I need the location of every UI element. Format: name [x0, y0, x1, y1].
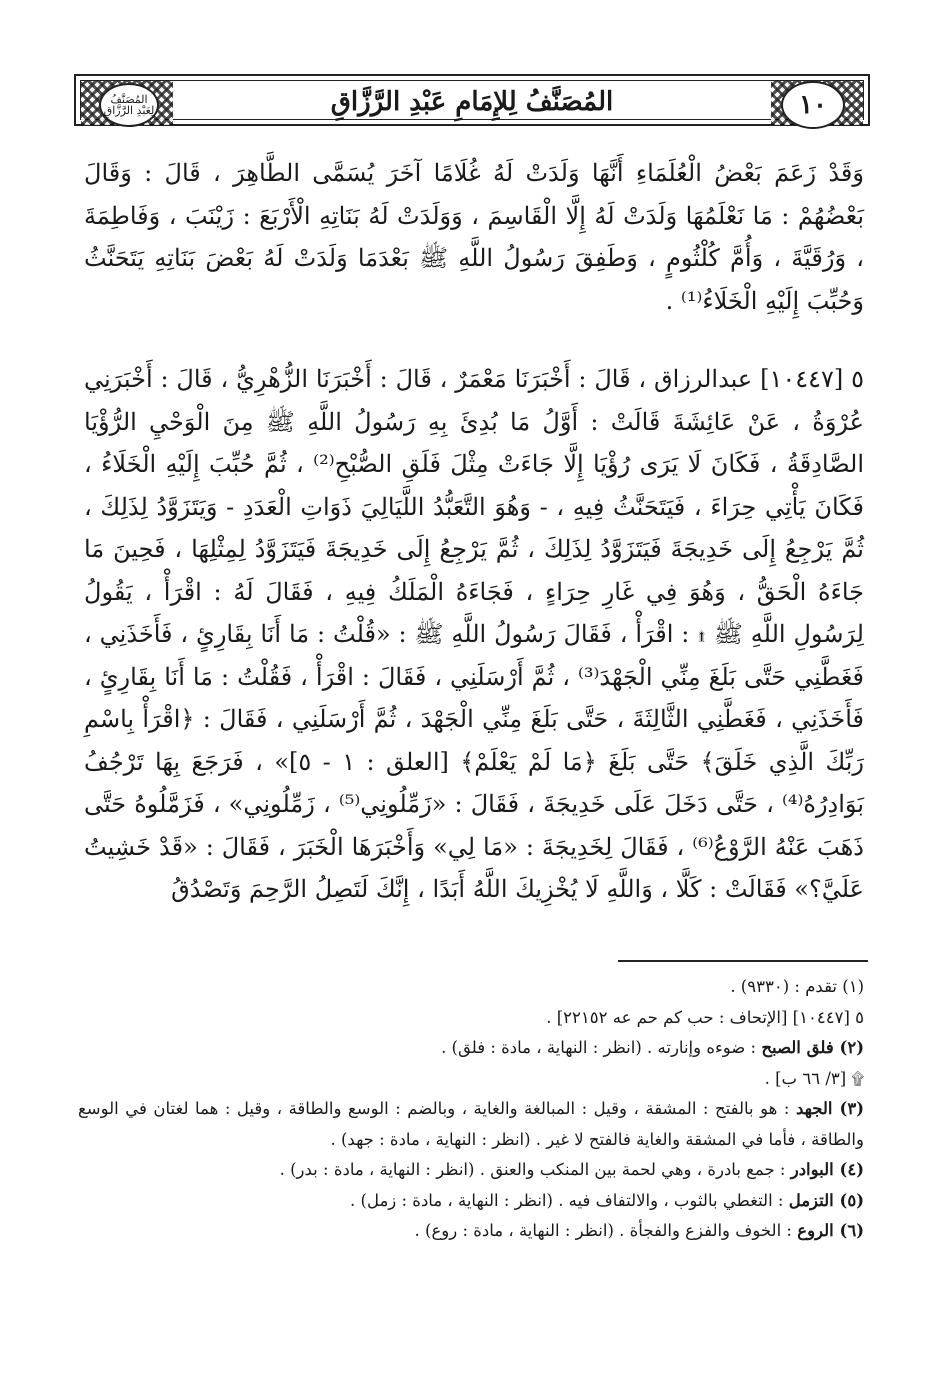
- footnote-label: (٥) التزمل: [788, 1190, 864, 1210]
- footnote-ref-10447: [78, 1003, 864, 1034]
- footnote-label: (٤) البوادر: [790, 1160, 864, 1179]
- footnote-4: [78, 1155, 864, 1186]
- footnote-label: (٦) الروع: [797, 1221, 864, 1240]
- book-emblem: المُصَنَّفُ لِعَبْدِ الرَّزَّاقِ: [99, 83, 159, 127]
- footnote-3: [78, 1094, 864, 1155]
- footnote-text: ۩ [٣/ ٦٦ ب] .: [764, 1068, 864, 1088]
- page-number: ١٠: [781, 81, 845, 129]
- footnote-text: (١) تقدم : (٩٣٣٠) .: [730, 977, 864, 996]
- footnote-text: ٥ [١٠٤٤٧] [الإتحاف : حب كم حم عه ٢٢١٥٢] .: [546, 1007, 864, 1027]
- footnote-6: [78, 1216, 864, 1247]
- running-title: المُصَنَّفُ لِلإِمَامِ عَبْدِ الرَّزَّاقِ: [330, 87, 614, 117]
- footnote-2: [78, 1033, 864, 1064]
- paragraph-1: وَقَدْ زَعَمَ بَعْضُ الْعُلَمَاءِ أَنَّهَا وَلَدَتْ لَهُ غُلَامًا آخَرَ يُسَمَّى الطَّاهِرَ ، قَالَ : وَقَالَ بَعْضُهُمْ : مَا نَعْلَمُهَا وَلَدَتْ لَهُ إِلَّا الْقَاسِمَ ، وَوَلَدَتْ لَهُ بَنَاتِهِ الْأَرْبَعَ : زَيْنَبَ ، وَفَاطِمَةَ ، وَرُقَيَّةَ ، وَأُمَّ كُلْثُومٍ ، وَطَفِقَ رَسُولُ اللَّهِ ﷺ بَعْدَمَا وَلَدَتْ لَهُ بَعْضَ بَنَاتِهِ يَتَحَنَّثُ وَحُبِّبَ إِلَيْهِ الْخَلَاءُ⁽¹⁾ .: [84, 159, 864, 315]
- footnote-manuscript-ref: [78, 1064, 864, 1095]
- footnote-1: [78, 972, 864, 1003]
- footnote-label: (٢) فلق الصبح: [761, 1038, 864, 1057]
- footnote-5: [78, 1186, 864, 1217]
- page-header: [74, 66, 870, 134]
- header-inner-border: [80, 80, 864, 120]
- header-frame: [74, 74, 870, 126]
- footnote-text: : هو بالفتح : المشقة ، وقيل : المبالغة والغاية ، وبالضم : الوسع والطاقة ، وقيل : هما لغتان في الوسع والطاقة ، فأما في المشقة والغاية فالفتح لا غير . (انظر : النهاية ، مادة : جهد) .: [78, 1099, 864, 1149]
- hadith-10447: ٥ [١٠٤٤٧] عبدالرزاق ، قَالَ : أَخْبَرَنَا مَعْمَرٌ ، قَالَ : أَخْبَرَنَا الزُّهْرِيُّ ، قَالَ : أَخْبَرَنِي عُرْوَةُ ، عَنْ عَائِشَةَ قَالَتْ : أَوَّلُ مَا بُدِئَ بِهِ رَسُولُ اللَّهِ ﷺ مِنَ الْوَحْيِ الرُّؤْيَا الصَّادِقَةُ ، فَكَانَ لَا يَرَى رُؤْيَا إِلَّا جَاءَتْ مِثْلَ فَلَقِ الصُّبْحِ⁽²⁾ ، ثُمَّ حُبِّبَ إِلَيْهِ الْخَلَاءُ ، فَكَانَ يَأْتِي حِرَاءَ ، فَيَتَحَنَّثُ فِيهِ ، - وَهُوَ التَّعَبُّدُ اللَّيَالِيَ ذَوَاتِ الْعَدَدِ - وَيَتَزَوَّدُ لِذَلِكَ ، ثُمَّ يَرْجِعُ إِلَى خَدِيجَةَ فَيَتَزَوَّدُ لِذَلِكَ ، ثُمَّ يَرْجِعُ إِلَى خَدِيجَةَ فَيَتَزَوَّدُ لِمِثْلِهَا ، فَحِينَ مَا جَاءَهُ الْحَقُّ ، وَهُوَ فِي غَارِ حِرَاءٍ ، فَجَاءَهُ الْمَلَكُ فِيهِ ، فَقَالَ لَهُ : اقْرَأْ ، يَقُولُ لِرَسُولِ اللَّهِ ﷺ ۩ : اقْرَأْ ، فَقَالَ رَسُولُ اللَّهِ ﷺ : «قُلْتُ : مَا أَنَا بِقَارِئٍ ، فَأَخَذَنِي ، فَغَطَّنِي حَتَّى بَلَغَ مِنِّي الْجَهْدَ⁽³⁾ ، ثُمَّ أَرْسَلَنِي ، فَقَالَ : اقْرَأْ ، فَقُلْتُ : مَا أَنَا بِقَارِئٍ ، فَأَخَذَنِي ، فَغَطَّنِي الثَّالِثَةَ ، حَتَّى بَلَغَ مِنِّي الْجَهْدَ ، ثُمَّ أَرْسَلَنِي ، فَقَالَ : ﴿اقْرَأْ بِاسْمِ رَبِّكَ الَّذِي خَلَقَ﴾ حَتَّى بَلَغَ ﴿مَا لَمْ يَعْلَمْ﴾ [العلق : ١ - ٥]» ، فَرَجَعَ بِهَا تَرْجُفُ بَوَادِرُهُ⁽⁴⁾ ، حَتَّى دَخَلَ عَلَى خَدِيجَةَ ، فَقَالَ : «زَمِّلُونِي⁽⁵⁾ ، زَمِّلُونِي» ، فَزَمَّلُوهُ حَتَّى ذَهَبَ عَنْهُ الرَّوْعُ⁽⁶⁾ ، فَقَالَ لِخَدِيجَةَ : «مَا لِي» وَأَخْبَرَهَا الْخَبَرَ ، فَقَالَ : «قَدْ خَشِيتُ عَلَيَّ؟» فَقَالَتْ : كَلَّا ، وَاللَّهِ لَا يُخْزِيكَ اللَّهُ أَبَدًا ، إِنَّكَ لَتَصِلُ الرَّحِمَ وَتَصْدُقُ: [84, 365, 864, 903]
- footnote-text: : التغطي بالثوب ، والالتفاف فيه . (انظر : النهاية ، مادة : زمل) .: [350, 1190, 789, 1210]
- footnote-divider: [618, 960, 868, 962]
- footnotes: [78, 972, 864, 1247]
- footnote-label: (٣) الجهد: [795, 1099, 864, 1118]
- footnote-text: : ضوءه وإنارته . (انظر : النهاية ، مادة : فلق) .: [441, 1038, 762, 1057]
- footnote-text: : الخوف والفزع والفجأة . (انظر : النهاية ، مادة : روع) .: [414, 1221, 798, 1240]
- footnote-text: : جمع بادرة ، وهي لحمة بين المنكب والعنق . (انظر : النهاية ، مادة : بدر) .: [279, 1160, 791, 1179]
